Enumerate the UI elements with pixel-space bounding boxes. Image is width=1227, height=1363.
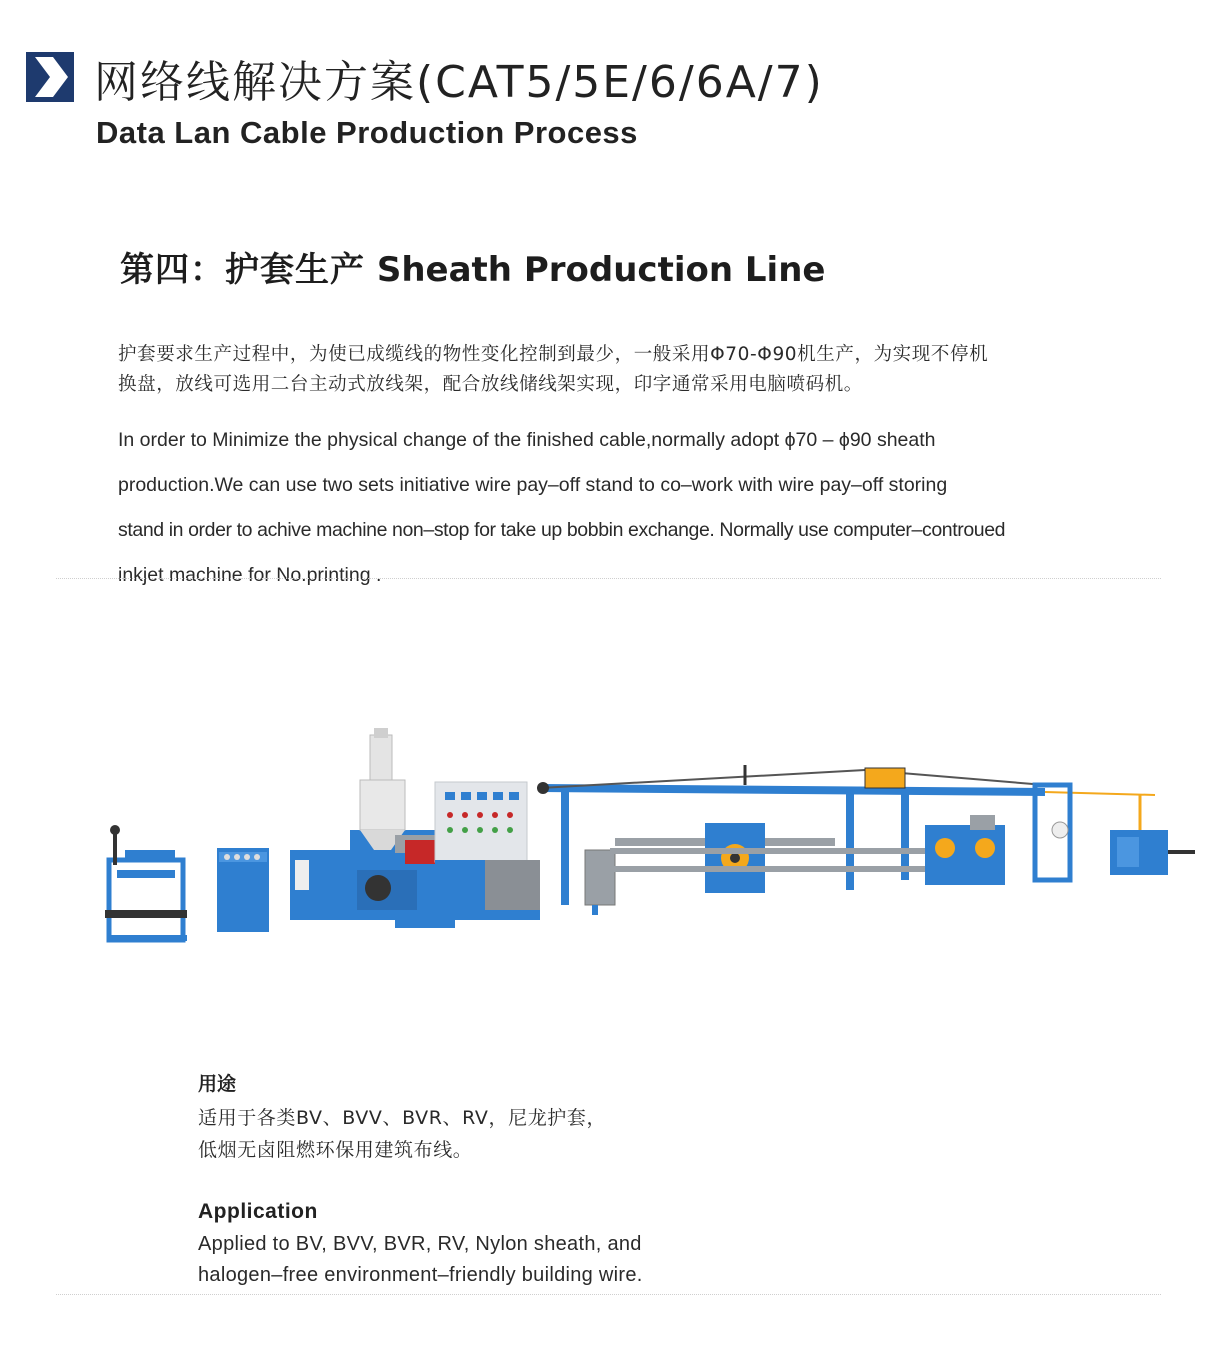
description-en-line: stand in order to achive machine non–stop for take up bobbin exchange. Normally use computer–controued xyxy=(118,519,1006,541)
divider xyxy=(56,578,1161,579)
section-title xyxy=(120,248,825,292)
production-line-image xyxy=(95,720,1205,950)
description-en xyxy=(118,418,1148,598)
section-title-en: Sheath Production Line xyxy=(376,250,826,290)
application-text-line: Applied to BV, BVV, BVR, RV, Nylon sheath, and xyxy=(198,1233,642,1255)
chevron-right-icon xyxy=(26,52,74,102)
application-text-line: halogen–free environment–friendly building wire. xyxy=(198,1264,643,1286)
usage-text-cn xyxy=(198,1102,606,1166)
description-en-line: production.We can use two sets initiative wire pay–off stand to co–work with wire pay–off storing xyxy=(118,474,948,496)
usage-text-cn-line: 低烟无卤阻燃环保用建筑布线。 xyxy=(198,1139,473,1161)
description-cn-line: 护套要求生产过程中，为使已成缆线的物性变化控制到最少，一般采用Φ70-Φ90机生产，为实现不停机 xyxy=(118,344,989,365)
pay-off-stand xyxy=(105,825,187,941)
section-title-cn: 第四：护套生产 xyxy=(120,250,365,290)
application-text xyxy=(198,1229,643,1291)
extruder xyxy=(290,728,455,928)
capstan xyxy=(925,815,1005,885)
description-cn xyxy=(118,340,1128,400)
page-title: 网络线解决方案(CAT5/5E/6/6A/7) xyxy=(94,57,824,108)
divider xyxy=(56,1294,1161,1295)
description-cn-line: 换盘，放线可选用二台主动式放线架，配合放线储线架实现，印字通常采用电脑喷码机。 xyxy=(118,374,863,395)
usage-title-cn: 用途 xyxy=(198,1073,237,1095)
description-en-line: inkjet machine for No.printing . xyxy=(118,564,382,586)
page-subtitle: Data Lan Cable Production Process xyxy=(96,115,638,150)
description-en-line: In order to Minimize the physical change of the finished cable,normally adopt ϕ70 – ϕ90 sheath xyxy=(118,429,936,451)
control-panel xyxy=(435,782,540,920)
usage-text-cn-line: 适用于各类BV、BVV、BVR、RV，尼龙护套， xyxy=(198,1107,607,1129)
storage-cabinet xyxy=(217,848,269,932)
application-title: Application xyxy=(198,1200,318,1223)
take-up xyxy=(1035,785,1195,880)
